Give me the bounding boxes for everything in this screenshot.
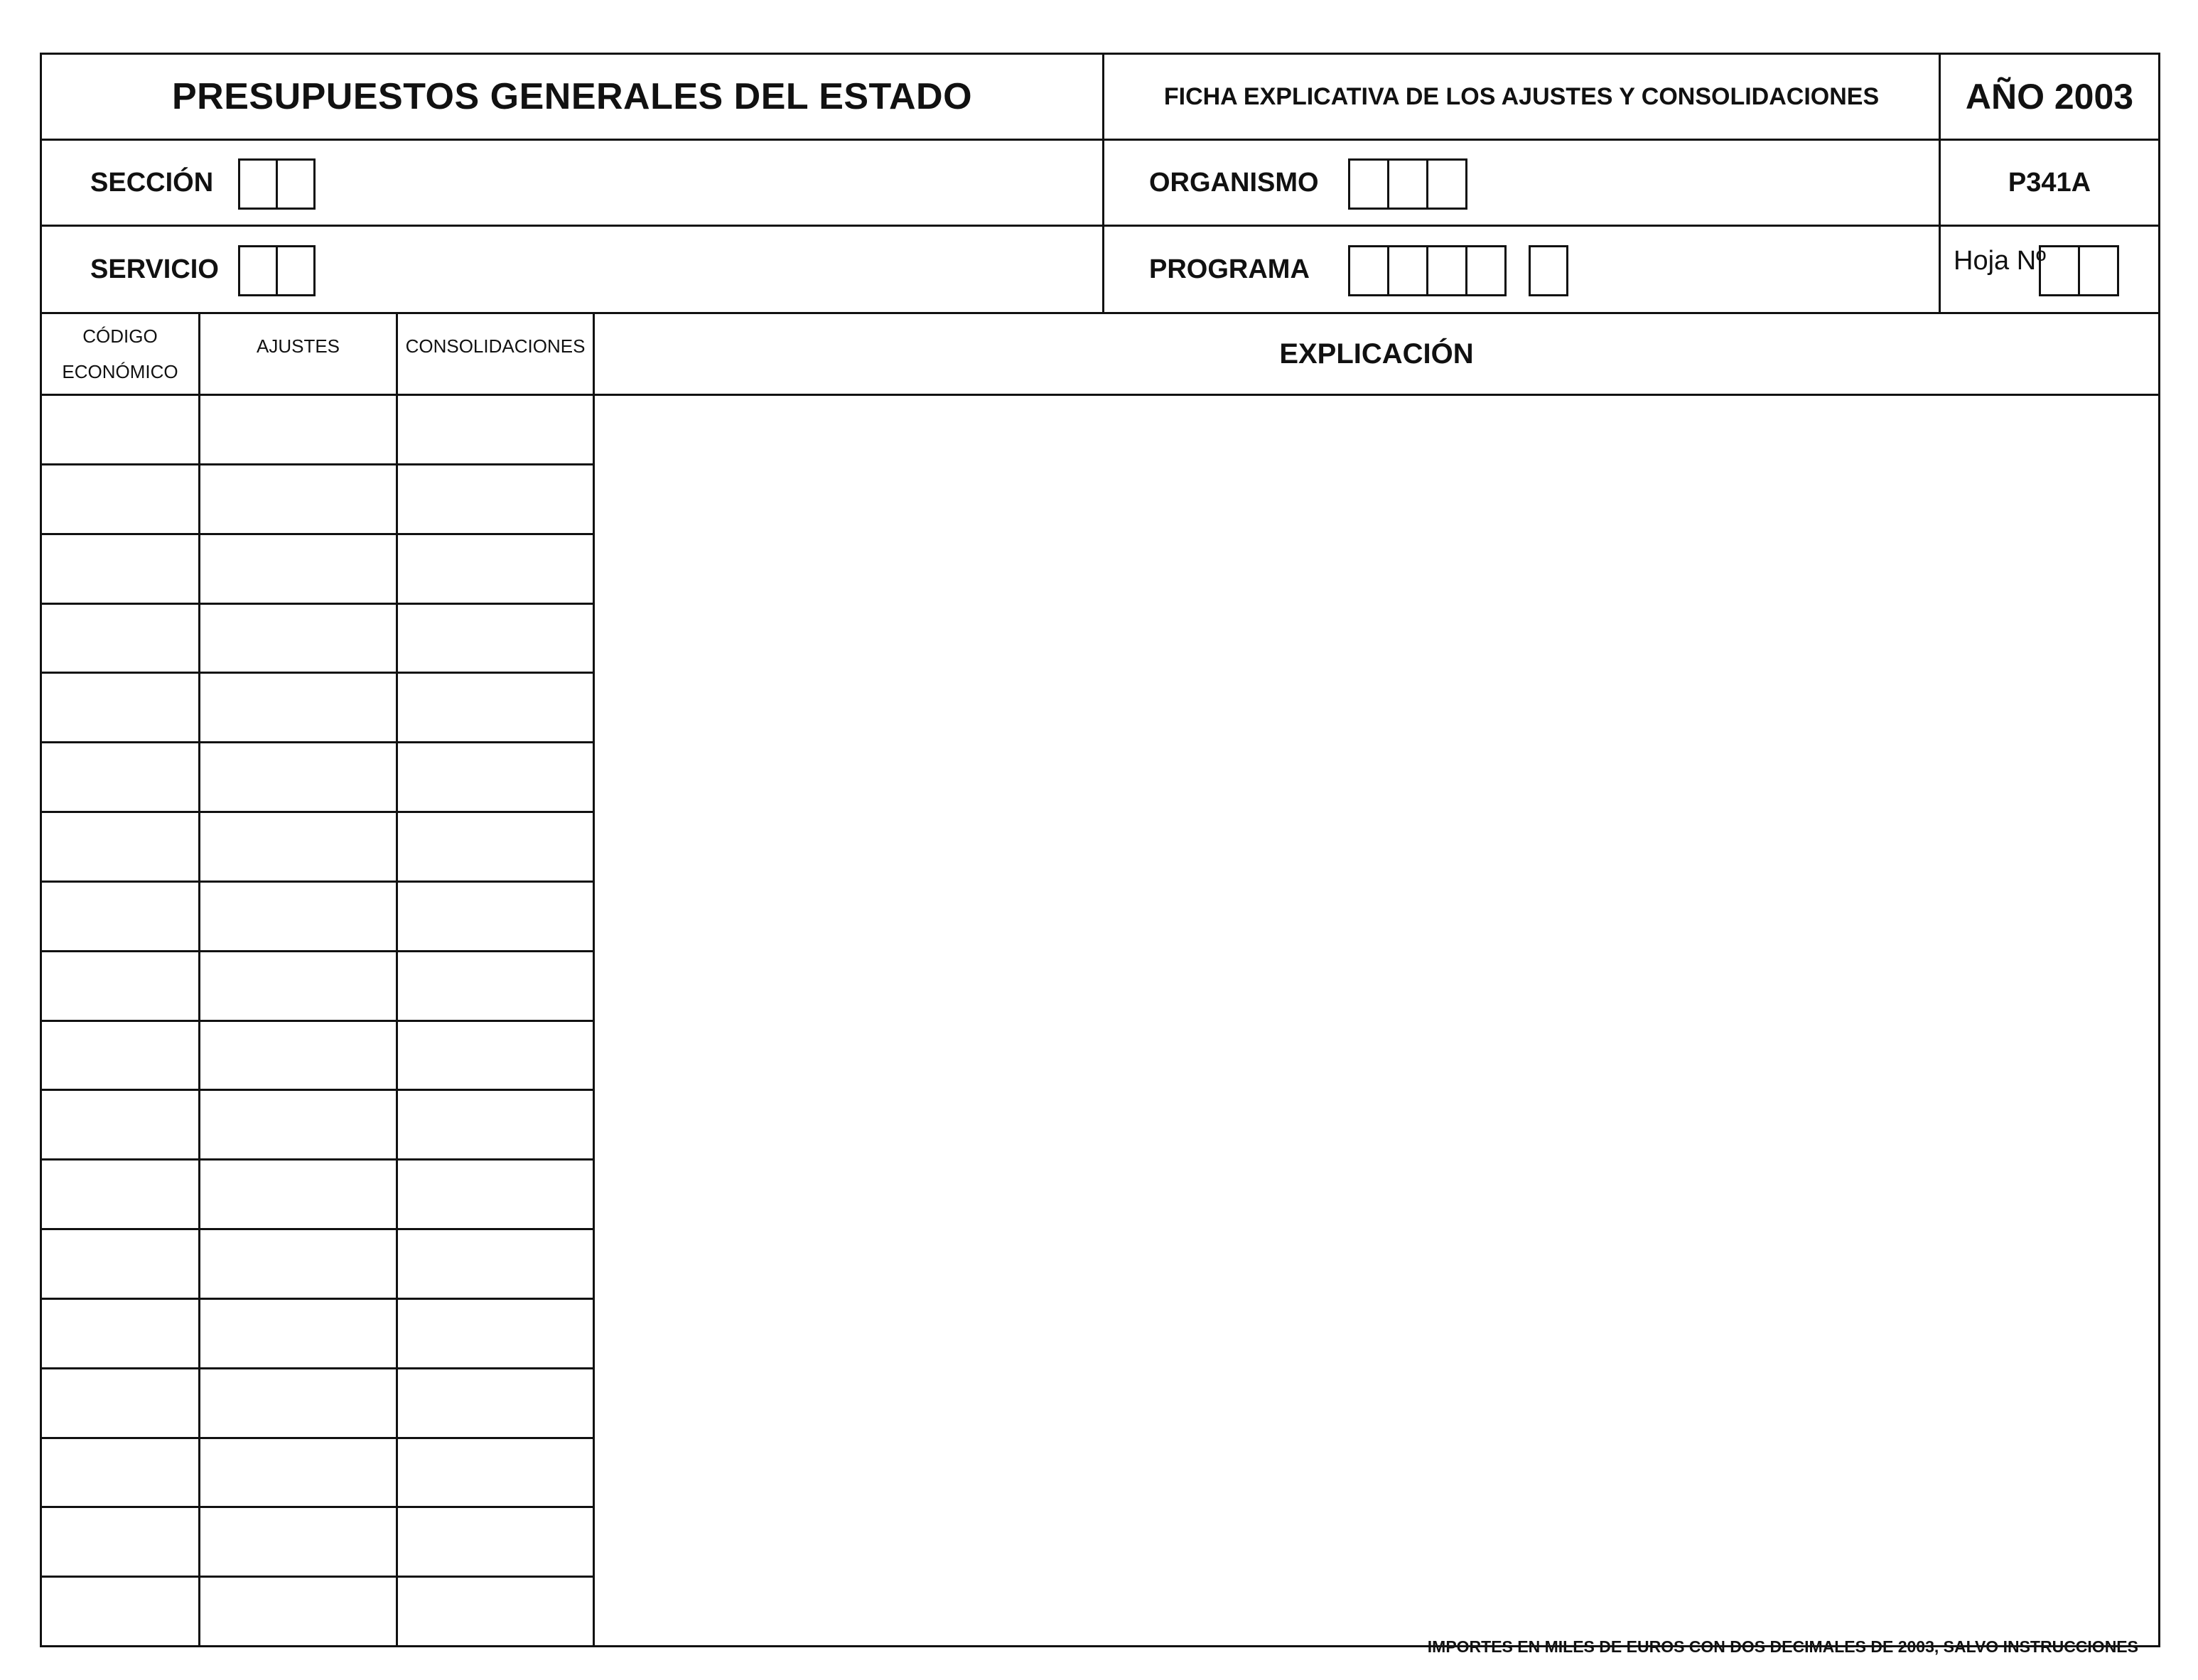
consolidaciones-cell[interactable] xyxy=(398,883,593,950)
consolidaciones-cell[interactable] xyxy=(398,813,593,881)
row-divider xyxy=(42,1506,595,1508)
codigo-cell[interactable] xyxy=(42,1230,198,1298)
consolidaciones-cell[interactable] xyxy=(398,1300,593,1367)
row-divider xyxy=(42,1228,595,1230)
organismo-digit-box[interactable] xyxy=(1348,158,1389,210)
organismo-digit-box[interactable] xyxy=(1387,158,1428,210)
ajustes-cell[interactable] xyxy=(200,952,396,1020)
consolidaciones-cell[interactable] xyxy=(398,605,593,672)
form-code: P341A xyxy=(2008,167,2091,198)
row-divider xyxy=(42,811,595,813)
ajustes-cell[interactable] xyxy=(200,1578,396,1645)
row-divider xyxy=(42,950,595,952)
ajustes-cell[interactable] xyxy=(200,396,396,463)
programa-label: PROGRAMA xyxy=(1149,254,1310,284)
consolidaciones-cell[interactable] xyxy=(398,1091,593,1158)
organismo-code-boxes[interactable] xyxy=(1348,158,1467,210)
form-frame xyxy=(40,53,2160,1647)
servicio-label: SERVICIO xyxy=(90,254,219,284)
programa-digit-box[interactable] xyxy=(1426,245,1467,296)
programa-digit-box[interactable] xyxy=(1348,245,1389,296)
row-divider xyxy=(42,1089,595,1091)
row-divider xyxy=(42,881,595,883)
consolidaciones-cell[interactable] xyxy=(398,465,593,533)
codigo-cell[interactable] xyxy=(42,1508,198,1576)
ajustes-cell[interactable] xyxy=(200,674,396,741)
codigo-cell[interactable] xyxy=(42,1578,198,1645)
hoja-number-boxes[interactable] xyxy=(2039,245,2119,296)
codigo-cell[interactable] xyxy=(42,1091,198,1158)
codigo-cell[interactable] xyxy=(42,1022,198,1089)
seccion-label: SECCIÓN xyxy=(90,167,214,198)
year-label: AÑO 2003 xyxy=(1965,77,2134,117)
ajustes-cell[interactable] xyxy=(200,1230,396,1298)
consolidaciones-cell[interactable] xyxy=(398,396,593,463)
seccion-code-boxes[interactable] xyxy=(238,158,316,210)
row-divider xyxy=(42,1020,595,1022)
divider xyxy=(42,312,2158,314)
explicacion-area[interactable] xyxy=(595,396,2158,1645)
ajustes-cell[interactable] xyxy=(200,1300,396,1367)
divider xyxy=(1102,55,1104,312)
servicio-code-boxes[interactable] xyxy=(238,245,316,296)
row-divider xyxy=(42,603,595,605)
codigo-cell[interactable] xyxy=(42,883,198,950)
codigo-cell[interactable] xyxy=(42,952,198,1020)
col-header-codigo-line1: CÓDIGO xyxy=(82,325,158,347)
divider xyxy=(42,225,2158,227)
row-divider xyxy=(42,1576,595,1578)
row-divider xyxy=(42,741,595,743)
row-divider xyxy=(42,1437,595,1439)
programa-code-boxes[interactable] xyxy=(1348,245,1507,296)
hoja-label: Hoja Nº xyxy=(1954,245,2047,276)
consolidaciones-cell[interactable] xyxy=(398,952,593,1020)
ajustes-cell[interactable] xyxy=(200,813,396,881)
footer-note: IMPORTES EN MILES DE EUROS CON DOS DECIMALES DE 2003, SALVO INSTRUCCIONES xyxy=(1427,1637,2138,1656)
codigo-cell[interactable] xyxy=(42,813,198,881)
seccion-digit-box[interactable] xyxy=(276,158,316,210)
codigo-cell[interactable] xyxy=(42,1369,198,1437)
hoja-digit-box[interactable] xyxy=(2078,245,2119,296)
row-divider xyxy=(42,1158,595,1161)
consolidaciones-cell[interactable] xyxy=(398,1578,593,1645)
programa-letter-box-group[interactable] xyxy=(1529,245,1568,296)
ajustes-cell[interactable] xyxy=(200,465,396,533)
servicio-digit-box[interactable] xyxy=(276,245,316,296)
ajustes-cell[interactable] xyxy=(200,883,396,950)
codigo-cell[interactable] xyxy=(42,605,198,672)
ajustes-cell[interactable] xyxy=(200,1022,396,1089)
ajustes-cell[interactable] xyxy=(200,743,396,811)
codigo-cell[interactable] xyxy=(42,465,198,533)
codigo-cell[interactable] xyxy=(42,535,198,603)
row-divider xyxy=(42,463,595,465)
consolidaciones-cell[interactable] xyxy=(398,674,593,741)
seccion-digit-box[interactable] xyxy=(238,158,278,210)
programa-letter-box[interactable] xyxy=(1529,245,1568,296)
divider xyxy=(1939,55,1941,312)
ajustes-cell[interactable] xyxy=(200,1439,396,1507)
col-header-ajustes: AJUSTES xyxy=(256,335,340,357)
row-divider xyxy=(42,533,595,535)
row-divider xyxy=(42,672,595,674)
main-title: PRESUPUESTOS GENERALES DEL ESTADO xyxy=(171,76,973,117)
consolidaciones-cell[interactable] xyxy=(398,1022,593,1089)
consolidaciones-cell[interactable] xyxy=(398,1161,593,1228)
row-divider xyxy=(42,1367,595,1369)
consolidaciones-cell[interactable] xyxy=(398,535,593,603)
codigo-cell[interactable] xyxy=(42,1300,198,1367)
servicio-digit-box[interactable] xyxy=(238,245,278,296)
ajustes-cell[interactable] xyxy=(200,1091,396,1158)
row-divider xyxy=(42,1298,595,1300)
divider xyxy=(42,139,2158,141)
col-header-codigo-line2: ECONÓMICO xyxy=(62,361,178,382)
codigo-cell[interactable] xyxy=(42,1439,198,1507)
consolidaciones-cell[interactable] xyxy=(398,1369,593,1437)
programa-digit-box[interactable] xyxy=(1387,245,1428,296)
consolidaciones-cell[interactable] xyxy=(398,1508,593,1576)
col-header-codigo xyxy=(42,314,198,394)
consolidaciones-cell[interactable] xyxy=(398,743,593,811)
ajustes-cell[interactable] xyxy=(200,1369,396,1437)
organismo-digit-box[interactable] xyxy=(1426,158,1467,210)
ajustes-cell[interactable] xyxy=(200,1508,396,1576)
col-header-consolidaciones: CONSOLIDACIONES xyxy=(405,335,586,357)
ajustes-cell[interactable] xyxy=(200,535,396,603)
codigo-cell[interactable] xyxy=(42,396,198,463)
codigo-cell[interactable] xyxy=(42,674,198,741)
programa-digit-box[interactable] xyxy=(1465,245,1507,296)
ajustes-cell[interactable] xyxy=(200,1161,396,1228)
col-header-explicacion: EXPLICACIÓN xyxy=(1279,338,1474,370)
consolidaciones-cell[interactable] xyxy=(398,1439,593,1507)
organismo-label: ORGANISMO xyxy=(1149,167,1319,198)
codigo-cell[interactable] xyxy=(42,1161,198,1228)
consolidaciones-cell[interactable] xyxy=(398,1230,593,1298)
codigo-cell[interactable] xyxy=(42,743,198,811)
sheet-title: FICHA EXPLICATIVA DE LOS AJUSTES Y CONSOLIDACIONES xyxy=(1163,82,1880,110)
ajustes-cell[interactable] xyxy=(200,605,396,672)
hoja-digit-box[interactable] xyxy=(2039,245,2080,296)
